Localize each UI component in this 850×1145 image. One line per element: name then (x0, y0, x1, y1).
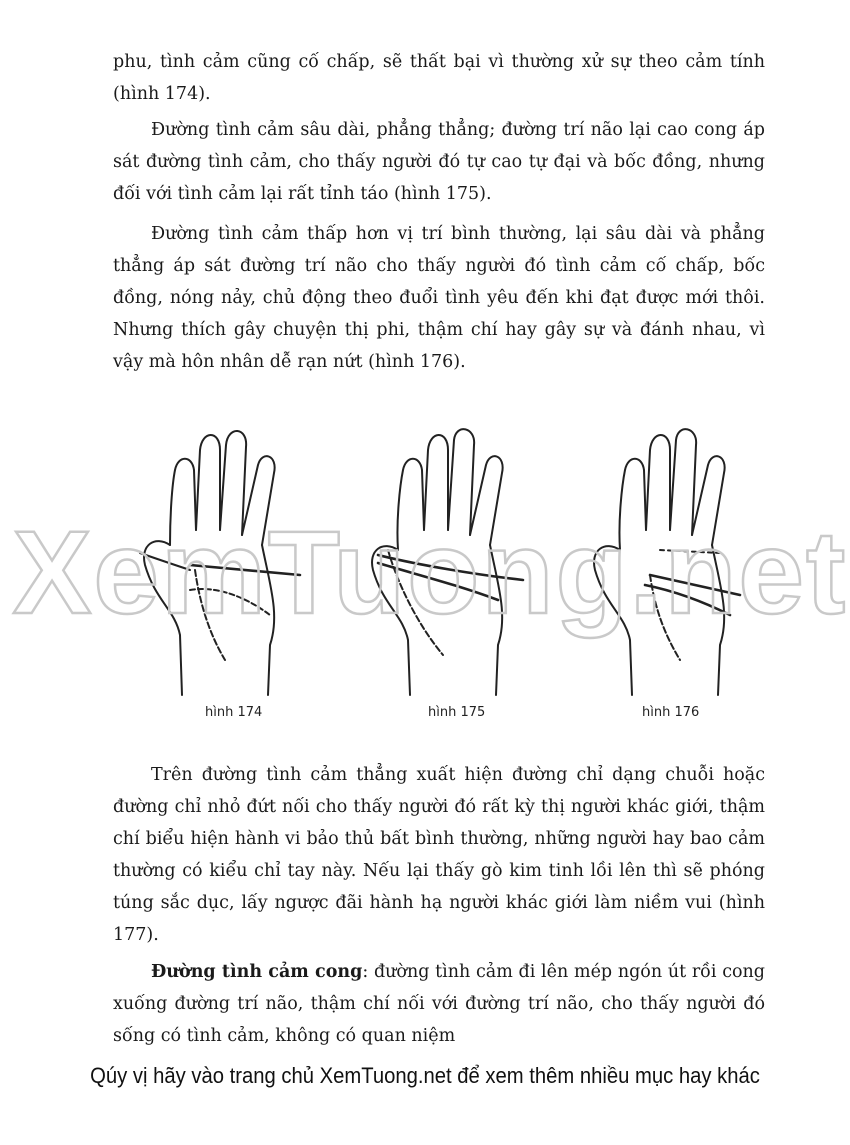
paragraph-1: phu, tình cảm cũng cố chấp, sẽ thất bại vì thường xử sự theo cảm tính (hình 174). (113, 52, 765, 104)
paragraph-3: Đường tình cảm thấp hơn vị trí bình thường, lại sâu dài và phẳng thẳng áp sát đường trí não cho thấy người đó tình cảm cố chấp, bốc đồng, nóng nảy, chủ động theo đuổi tình yêu đến khi đạt được mới thôi. Nhưng thích gây chuyện thị phi, thậm chí hay gây sự và đánh nhau, vì vậy mà hôn nhân dễ rạn nứt (hình 176). (113, 224, 765, 372)
footer-banner[interactable]: Qúy vị hãy vào trang chủ XemTuong.net để xem thêm nhiều mục hay khác (90, 1063, 760, 1088)
palm-174-illustration (130, 425, 330, 700)
paragraph-5 (113, 956, 765, 1052)
svg-text:XemTuong.net: XemTuong.net (12, 507, 848, 639)
palm-figures (0, 425, 850, 745)
term-heading: Đường tình cảm cong (151, 962, 363, 982)
palm-175-illustration (358, 425, 558, 700)
palm-176-illustration (580, 425, 780, 700)
caption-174: hình 174 (205, 705, 263, 720)
paragraph-2: Đường tình cảm sâu dài, phẳng thẳng; đường trí não lại cao cong áp sát đường tình cảm, cho thấy người đó tự cao tự đại và bốc đồng, nhưng đối với tình cảm lại rất tỉnh táo (hình 175). (113, 120, 765, 204)
caption-176: hình 176 (642, 705, 700, 720)
paragraph-4: Trên đường tình cảm thẳng xuất hiện đường chỉ dạng chuỗi hoặc đường chỉ nhỏ đứt nối cho thấy người đó rất kỳ thị người khác giới, thậm chí biểu hiện hành vi bảo thủ bất bình thường, những người hay bao cảm thường có kiểu chỉ tay này. Nếu lại thấy gò kim tinh lồi lên thì sẽ phóng túng sắc dục, lấy ngược đãi hành hạ người khác giới làm niềm vui (hình 177). (113, 765, 765, 945)
caption-175: hình 175 (428, 705, 486, 720)
paragraph-5-text: : đường tình cảm đi lên mép ngón út rồi cong xuống đường trí não, thậm chí nối với đường trí não, cho thấy người đó sống có tình cảm, không có quan niệm (113, 962, 766, 1046)
